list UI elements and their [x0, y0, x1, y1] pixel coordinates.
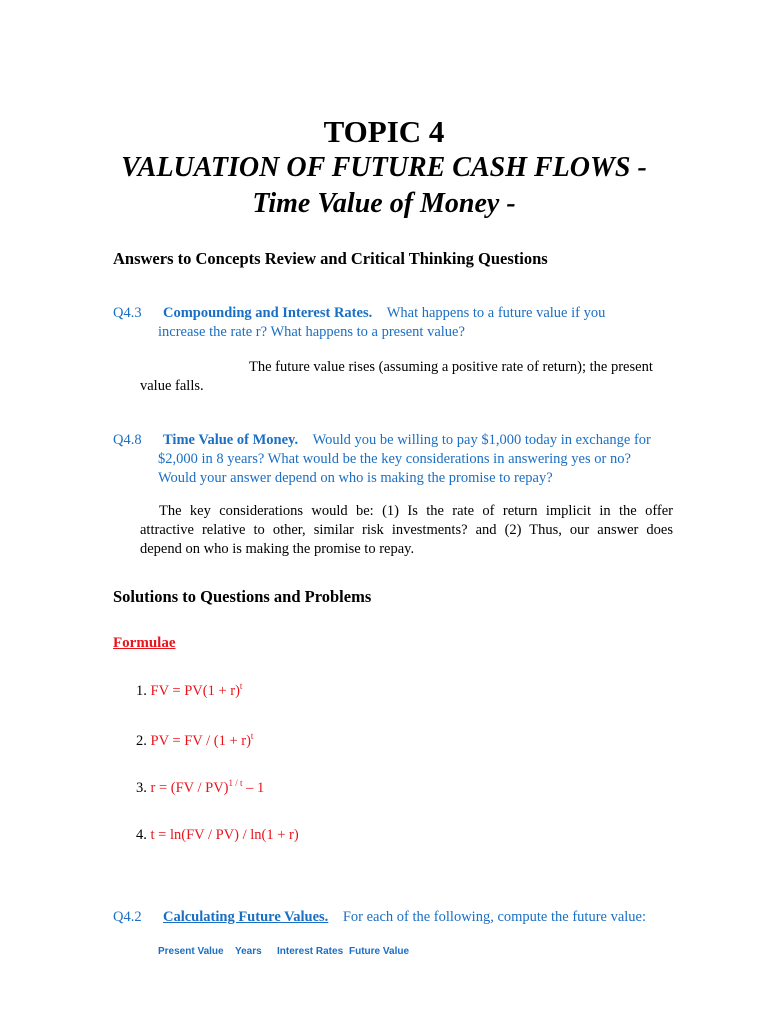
formulae-heading: Formulae: [113, 635, 176, 651]
formula-item: [136, 682, 242, 701]
question-title: Compounding and Interest Rates.: [163, 305, 373, 321]
section-heading-concepts: Answers to Concepts Review and Critical Thinking Questions: [113, 249, 548, 268]
formula-superscript: t: [239, 681, 243, 691]
question-title: Time Value of Money.: [163, 432, 299, 448]
question-4-2: [113, 908, 693, 927]
table-header: Interest Rates: [277, 946, 344, 957]
question-text: $2,000 in 8 years? What would be the key considerations in answering yes or no?: [158, 451, 631, 467]
question-text: Would your answer depend on who is making the promise to repay?: [158, 470, 553, 486]
question-4-3: [113, 304, 673, 342]
table-header: Years: [235, 946, 262, 957]
formula-item: [136, 732, 253, 751]
question-number: Q4.8: [113, 432, 142, 448]
table-header: Present Value: [158, 946, 224, 957]
title-topic: TOPIC 4: [323, 114, 445, 149]
formula-number: 3.: [136, 780, 147, 796]
answer-text: value falls.: [140, 378, 204, 394]
table-header: Future Value: [349, 946, 410, 957]
answer-4-3: [140, 358, 673, 396]
title-block: [0, 114, 768, 222]
question-number: Q4.3: [113, 305, 142, 321]
formula-text: t = ln(FV / PV) / ln(1 + r): [150, 827, 299, 843]
formula-item: [136, 826, 299, 845]
answer-text: attractive relative to other, similar risk investments? and (2) Thus, our answer does: [140, 522, 673, 538]
question-text: increase the rate r? What happens to a present value?: [158, 324, 465, 340]
question-title: Calculating Future Values.: [163, 909, 329, 925]
answer-4-8: [140, 502, 673, 559]
answer-text: The future value rises (assuming a positive rate of return); the present: [249, 359, 653, 375]
formula-number: 1.: [136, 683, 147, 699]
title-subtitle: Time Value of Money -: [252, 188, 516, 219]
formula-text: r = (FV / PV): [150, 780, 229, 796]
title-subject: VALUATION OF FUTURE CASH FLOWS -: [121, 152, 647, 183]
formula-superscript: t: [250, 731, 254, 741]
formula-number: 2.: [136, 733, 147, 749]
section-heading-solutions: Solutions to Questions and Problems: [113, 587, 372, 606]
question-number: Q4.2: [113, 909, 142, 925]
formula-text: PV = FV / (1 + r): [150, 733, 251, 749]
question-4-8: [113, 431, 678, 488]
formula-superscript: 1 / t: [228, 778, 243, 788]
table-header-row: [158, 946, 409, 957]
formula-tail: – 1: [242, 780, 265, 796]
formula-text: FV = PV(1 + r): [150, 683, 240, 699]
answer-text: depend on who is making the promise to repay.: [140, 541, 415, 557]
question-text: For each of the following, compute the future value:: [342, 909, 647, 925]
question-text: Would you be willing to pay $1,000 today in exchange for: [312, 432, 651, 448]
formula-item: [136, 779, 264, 798]
question-text: What happens to a future value if you: [386, 305, 606, 321]
answer-text: The key considerations would be: (1) Is the rate of return implicit in the offer: [159, 503, 673, 519]
formula-number: 4.: [136, 827, 147, 843]
